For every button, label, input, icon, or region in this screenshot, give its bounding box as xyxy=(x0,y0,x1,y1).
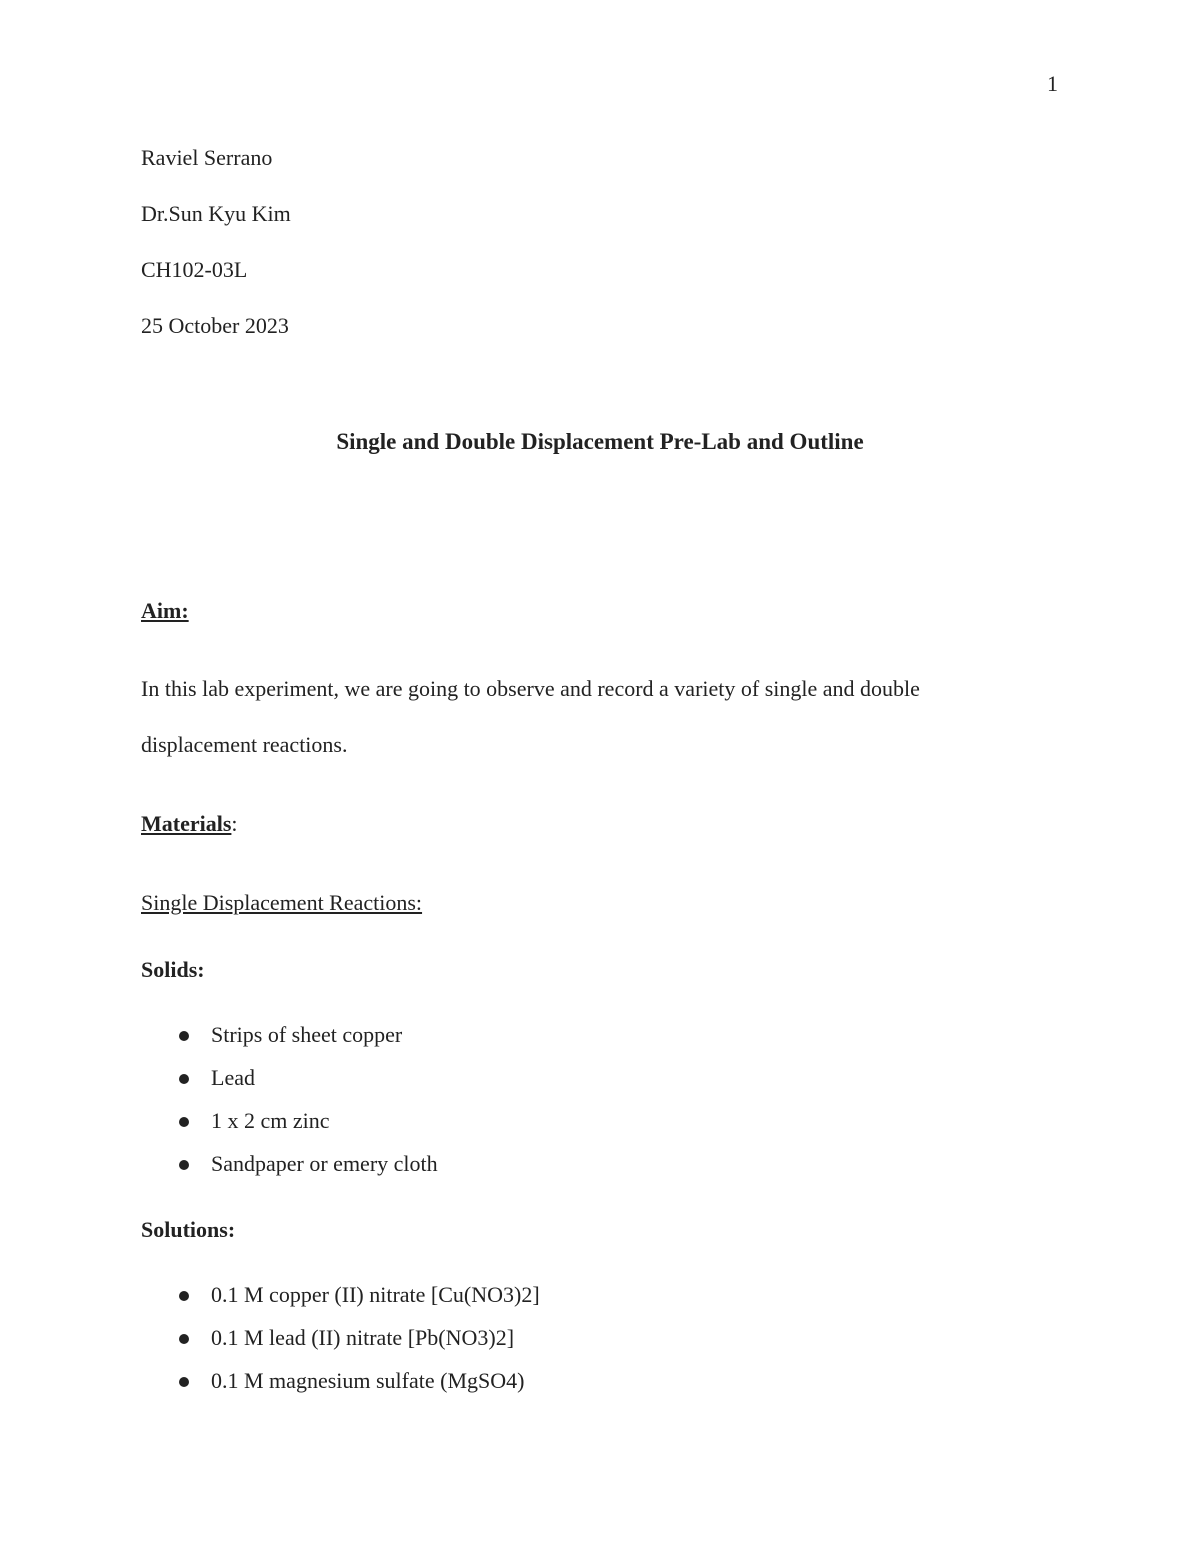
list-item xyxy=(176,1066,438,1109)
bullet-icon xyxy=(179,1160,189,1170)
solutions-heading: Solutions: xyxy=(141,1217,236,1242)
bullet-icon xyxy=(179,1074,189,1084)
list-item-text: 0.1 M lead (II) nitrate [Pb(NO3)2] xyxy=(211,1325,515,1350)
materials-heading: Materials xyxy=(141,811,232,836)
materials-colon: : xyxy=(231,811,238,836)
page-number: 1 xyxy=(1047,71,1058,96)
author-name: Raviel Serrano xyxy=(141,145,273,170)
list-item-text: Strips of sheet copper xyxy=(211,1022,403,1047)
bullet-icon xyxy=(179,1117,189,1127)
list-item xyxy=(176,1152,438,1195)
list-item xyxy=(176,1109,438,1152)
list-item-text: 0.1 M copper (II) nitrate [Cu(NO3)2] xyxy=(211,1282,540,1307)
list-item xyxy=(176,1326,540,1369)
document-date: 25 October 2023 xyxy=(141,313,289,338)
materials-heading-line xyxy=(141,810,238,838)
aim-text-line-2: displacement reactions. xyxy=(141,732,348,757)
list-item-text: Lead xyxy=(211,1065,255,1090)
solutions-list xyxy=(176,1283,540,1412)
bullet-icon xyxy=(179,1334,189,1344)
list-item xyxy=(176,1369,540,1412)
bullet-icon xyxy=(179,1377,189,1387)
aim-heading: Aim: xyxy=(141,598,189,623)
list-item-text: 0.1 M magnesium sulfate (MgSO4) xyxy=(211,1368,525,1393)
list-item-text: 1 x 2 cm zinc xyxy=(211,1108,330,1133)
instructor-name: Dr.Sun Kyu Kim xyxy=(141,201,291,226)
single-displacement-heading: Single Displacement Reactions: xyxy=(141,890,423,915)
list-item xyxy=(176,1023,438,1066)
aim-text-line-1: In this lab experiment, we are going to observe and record a variety of single and double xyxy=(141,676,920,701)
course-code: CH102-03L xyxy=(141,257,248,282)
solids-heading: Solids: xyxy=(141,957,205,982)
document-title: Single and Double Displacement Pre-Lab and Outline xyxy=(336,429,864,454)
list-item-text: Sandpaper or emery cloth xyxy=(211,1151,438,1176)
list-item xyxy=(176,1283,540,1326)
solids-list xyxy=(176,1023,438,1195)
bullet-icon xyxy=(179,1291,189,1301)
bullet-icon xyxy=(179,1031,189,1041)
